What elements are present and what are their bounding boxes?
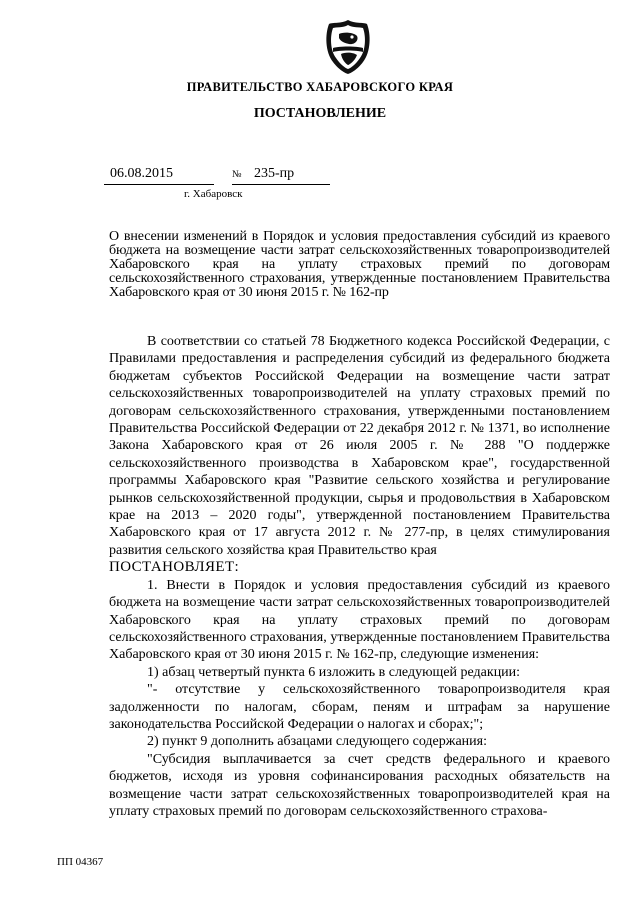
document-body bbox=[109, 333, 610, 820]
date-underline bbox=[104, 184, 214, 185]
document-number: 235-пр bbox=[254, 166, 295, 181]
intro-paragraph: В соответствии со статьей 78 Бюджетного кодекса Российской Федерации, с Правилами предоставления и распределения субсидий из федерального бюджета бюджетам субъектов Российской Федерации на возмещение части затрат сельскохозяйственных товаропроизводителей на уплату страховых премий по договорам сельскохозяйственного страхования, утвержденными постановлением Правительства Российской Федерации от 22 декабря 2012 г. № 1371, во исполнение Закона Хабаровского края от 26 июля 2005 г. № 288 "О поддержке сельскохозяйственного производства в Хабаровском крае", государственной программы Хабаровского края "Развитие сельского хозяйства и регулирование рынков сельскохозяйственной продукции, сырья и продовольствия в Хабаровском крае на 2013 – 2020 годы", утвержденной постановлением Правительства Хабаровского края от 17 августа 2012 г. № 277-пр, в целях стимулирования развития сельского хозяйства края Правительство края bbox=[109, 334, 610, 558]
document-code: ПП 04367 bbox=[57, 856, 104, 868]
paragraph-1: 1. Внести в Порядок и условия предоставления субсидий из краевого бюджета на возмещение части затрат сельскохозяйственных товаропроизводителей Хабаровского края на уплату страховых премий по договорам сельскохозяйственного страхования, утвержденные постановлением Правительства Хабаровского края от 30 июня 2015 г. № 162-пр, следующие изменения: bbox=[109, 577, 610, 663]
organization-name: ПРАВИТЕЛЬСТВО ХАБАРОВСКОГО КРАЯ bbox=[186, 80, 454, 94]
document-type: ПОСТАНОВЛЕНИЕ bbox=[253, 106, 387, 121]
document-date: 06.08.2015 bbox=[110, 166, 173, 181]
document-subject: О внесении изменений в Порядок и условия предоставления субсидий из краевого бюджета на возмещение части затрат сельскохозяйственных товаропроизводителей Хабаровского края на уплату страховых премий по договорам сельскохозяйственного страхования, утвержденные постановлением Правительства Хабаровского края от 30 июня 2015 г. № 162-пр bbox=[109, 229, 610, 300]
number-sign: № bbox=[232, 169, 242, 180]
paragraph-4: 2) пункт 9 дополнить абзацами следующего содержания: bbox=[147, 734, 487, 750]
number-underline bbox=[232, 184, 330, 185]
coat-of-arms-icon bbox=[319, 18, 377, 76]
decree-word: ПОСТАНОВЛЯЕТ: bbox=[109, 559, 240, 576]
city: г. Хабаровск bbox=[184, 188, 243, 200]
paragraph-3: "- отсутствие у сельскохозяйственного товаропроизводителя края задолженности по налогам, сборам, пеням и штрафам за нарушение законодательства Российской Федерации о налогах и сборах;"; bbox=[109, 682, 610, 732]
paragraph-2: 1) абзац четвертый пункта 6 изложить в следующей редакции: bbox=[147, 664, 521, 680]
paragraph-5: "Субсидия выплачивается за счет средств федерального и краевого бюджетов, исходя из уровня софинансирования расходных обязательств на возмещение части затрат сельскохозяйственных товаропроизводителей края на уплату страховых премий по договорам сельскохозяйственного страхова- bbox=[109, 751, 610, 819]
